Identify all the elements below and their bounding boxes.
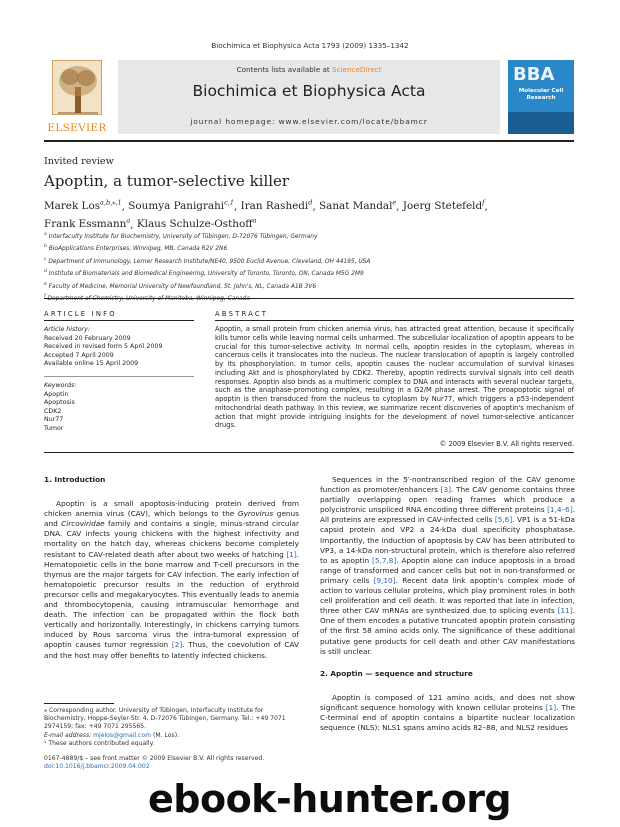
article-info-heading: ARTICLE INFO	[44, 310, 117, 318]
keyword: Nur77	[44, 416, 64, 424]
author: Frank Essmann$^a$	[44, 216, 131, 231]
citation-link[interactable]: [5,7,8]	[372, 555, 397, 565]
author: Joerg Stetefeld$^f$	[402, 199, 485, 213]
cover-band	[508, 112, 574, 134]
email-link[interactable]: mjelos@gmail.com	[93, 731, 152, 739]
history-item: Available online 15 April 2009	[44, 360, 139, 367]
article-history	[44, 326, 194, 369]
author-list: Marek Los$^{a,b,⁎,1}$, Soumya Panigrahi$^{c,1}$, Iran Rashedi$^d$, Sanat Mandal$^e$, Joerg Stetefeld$^f$, Frank Essmann$^a$, Klaus Schulze-Osthoff$^a$	[44, 199, 488, 231]
body-paragraph: Sequences in the 5′-nontranscribed region of the CAV genome function as promoter/enhancers [3]. The CAV genome contains three partially overlapping open reading frames which produce a polycistronic unspliced RNA encoding three different proteins [1,4–6]. All proteins are expressed in CAV-infected cells [5,6]. VP1 is a 51-kDa capsid protein and VP2 a 24-kDa dual specificity phosphatase. Importantly, the induction of apoptosis by CAV has been attributed to VP3, a 14-kDa non-structural protein, which is therefore also referred to as apoptin [5,7,8]. Apoptin alone can induce apoptosis in a broad range of transformed and cancer cells but not in non-transformed or primary cells [9,10]. Recent data link apoptin's complex mode of action to various cellular proteins, which play prominent roles in both cell proliferation and cell death. It was reported that late in infection, three other CAV mRNAs are synthesized due to splicing events [11]. One of them encodes a putative truncated apoptin protein consisting of the first 58 amino acids only. The significance of these additional putative gene products for cell death and other CAV manifestations is still unclear.	[320, 475, 576, 656]
article-type: Invited review	[44, 156, 114, 167]
citation-link[interactable]: [3]	[440, 485, 451, 495]
affiliation: $^d$ Institute of Biomaterials and Biomedical Engineering, University of Toronto, Toronto, ON, Canada M5G 2M9	[44, 269, 364, 278]
sciencedirect-link[interactable]: ScienceDirect	[332, 65, 382, 74]
journal-header-box	[118, 60, 500, 134]
affiliation: $^a$ Interfaculty Institute for Biochemistry, University of Tübingen, D-72076 Tübingen, Germany	[44, 232, 318, 240]
footnotes	[44, 707, 299, 748]
affiliation: f	[44, 293, 46, 299]
elsevier-tree-icon	[52, 60, 102, 115]
keyword: Tumor	[44, 424, 64, 432]
author: Klaus Schulze-Osthoff$^a$	[136, 216, 257, 231]
journal-homepage[interactable]: journal homepage: www.elsevier.com/locate/bbamcr	[190, 117, 428, 126]
contents-prefix: Contents lists available at	[236, 65, 333, 74]
author: Iran Rashedi$^d$	[240, 199, 313, 213]
section-heading: 1. Introduction	[44, 475, 106, 484]
journal-title: Biochimica et Biophysica Acta	[192, 82, 426, 100]
affiliation-list	[44, 230, 574, 304]
footnote-rule	[44, 703, 114, 704]
body-paragraph: Apoptin is a small apoptosis-inducing protein derived from chicken anemia virus (CAV), which belongs to the Gyrovirus genus and Circoviridae family and contains a single, minus-strand circular DNA. CAV infects young chickens with the highest infectivity and mortality on the hatch day, whereas chickens become completely resistant to CAV-related death after about two weeks of hatching [1]. Hematopoietic cells in the bone marrow and T-cell precursors in the thymus are the major targets for CAV infection. The early infection of hematopoietic precursor results in the reduction of erythroid precursor cells and megakaryocytes. This eventually leads to anemia and thrombocytopenia, causing intramuscular hemorrhage and death. The infection can be propagated within the flock both vertically and horizontally. Interestingly, in chickens carrying tumors induced by Rous sarcoma virus the intra-tumoral expression of apoptin causes tumor regression [2]. Thus, the coevolution of CAV and the host may offer benefits to latently infected chickens.	[44, 499, 299, 660]
keywords	[44, 382, 194, 434]
article-meta-footer	[44, 755, 344, 772]
keywords-label: Keywords:	[44, 382, 77, 389]
history-label: Article history:	[44, 326, 90, 333]
citation-link[interactable]: [1]	[545, 702, 557, 712]
affiliation: $^b$ BioApplications Enterprises, Winnipeg, MB, Canada R2V 2N6	[44, 244, 228, 253]
body-column-left	[44, 475, 299, 661]
article-info-rule	[44, 320, 194, 321]
journal-masthead	[44, 60, 574, 135]
affiliation: $^e$ Faculty of Medicine, Memorial University of Newfoundland, St. John's, NL, Canada A1B 3V6	[44, 281, 317, 290]
body-column-right	[320, 475, 575, 733]
journal-cover	[508, 60, 574, 134]
citation-link[interactable]: [11]	[557, 606, 573, 616]
abstract-text: Apoptin, a small protein from chicken anemia virus, has attracted great attention, because it specifically kills tumor cells while leaving normal cells unharmed. The subcellular localization of apoptin appears to be crucial for this tumor-selective activity. In normal cells, apoptin resides in the cytoplasm, whereas in cancerous cells it translocates into the nucleus. The nuclear translocation of apoptin is largely controlled by its phosphorylation. In tumor cells, apoptin causes the nuclear accumulation of survival kinases including Akt and is phosphorylated by CDK2. Thereby, apoptin redirects survival signals into cell death responses. Apoptin also binds as a multimeric complex to DNA and interacts with several nuclear targets, such as the anaphase-promoting complex, resulting in a G2/M phase arrest. The proapoptotic signal of apoptin is then transduced from the nucleus to cytoplasm by Nur77, which triggers a p53-independent mitochondrial death pathway. In this review, we summarize recent discoveries of apoptin's mechanism of action that might provide intriguing insights for the development of novel tumor-selective anticancer drugs.	[215, 325, 574, 430]
citation-link[interactable]: [9,10]	[373, 575, 396, 585]
citation-link[interactable]: [1]	[286, 549, 297, 559]
section-heading: 2. Apoptin — sequence and structure	[320, 668, 473, 678]
article-title: Apoptin, a tumor-selective killer	[44, 172, 290, 190]
doi-link[interactable]: doi:10.1016/j.bbamcr.2009.04.002	[44, 763, 150, 771]
keyword: Apoptin	[44, 390, 69, 398]
publisher-wordmark: ELSEVIER	[47, 122, 107, 134]
issn-line: 0167-4889/$ – see front matter © 2009 Elsevier B.V. All rights reserved.	[44, 755, 265, 762]
author: Soumya Panigrahi$^{c,1}$	[128, 199, 234, 213]
author: Sanat Mandal$^e$	[319, 199, 397, 213]
abstract-copyright: © 2009 Elsevier B.V. All rights reserved.	[439, 440, 574, 448]
keyword: CDK2	[44, 407, 62, 415]
email-note: E-mail address: mjelos@gmail.com (M. Los).	[44, 731, 180, 739]
body-paragraph: Apoptin is composed of 121 amino acids, and does not show significant sequence homology with known cellular proteins [1]. The C-terminal end of apoptin contains a bipartite nuclear localization sequence (NLS): NLS1 spans amino acids 82–88, and NLS2 residues	[320, 692, 575, 733]
header-rule	[44, 140, 574, 142]
running-head: Biochimica et Biophysica Acta 1793 (2009) 1335–1342	[211, 41, 409, 50]
cover-subtitle: Molecular Cell Research	[518, 88, 564, 101]
author: Marek Los$^{a,b,⁎,1}$	[44, 199, 122, 213]
abstract-heading: ABSTRACT	[215, 310, 269, 318]
keyword: Apoptosis	[44, 399, 75, 407]
corresponding-author-note: ⁎ Corresponding author. University of Tübingen, Interfaculty Institute for Biochemistry, Hoppe-Seyler-Str. 4, D-72076 Tübingen, Germany. Tel.: +49 7071 2974159; fax: +49 7071 295565.	[44, 707, 286, 731]
citation-link[interactable]: [5,6]	[494, 515, 513, 525]
contents-line	[118, 65, 500, 74]
section-rule	[44, 298, 574, 299]
abstract-rule	[215, 320, 574, 321]
history-item: Received in revised form 5 April 2009	[44, 343, 163, 350]
citation-link[interactable]: [1,4–6]	[547, 505, 573, 515]
watermark: ebook-hunter.org	[144, 777, 515, 821]
affiliation: $^c$ Department of Immunology, Lerner Research Institute/NE40, 9500 Euclid Avenue, Cleveland, OH 44195, USA	[44, 256, 371, 265]
history-item: Accepted 7 April 2009	[44, 351, 114, 359]
keywords-rule	[44, 376, 194, 377]
citation-link[interactable]: [2]	[171, 640, 183, 650]
elsevier-logo	[44, 60, 110, 134]
cover-title: BBA	[513, 64, 555, 85]
abstract-bottom-rule	[44, 452, 574, 453]
history-item: Received 20 February 2009	[44, 334, 131, 342]
equal-contribution-note: ¹ These authors contributed equally.	[44, 739, 155, 747]
